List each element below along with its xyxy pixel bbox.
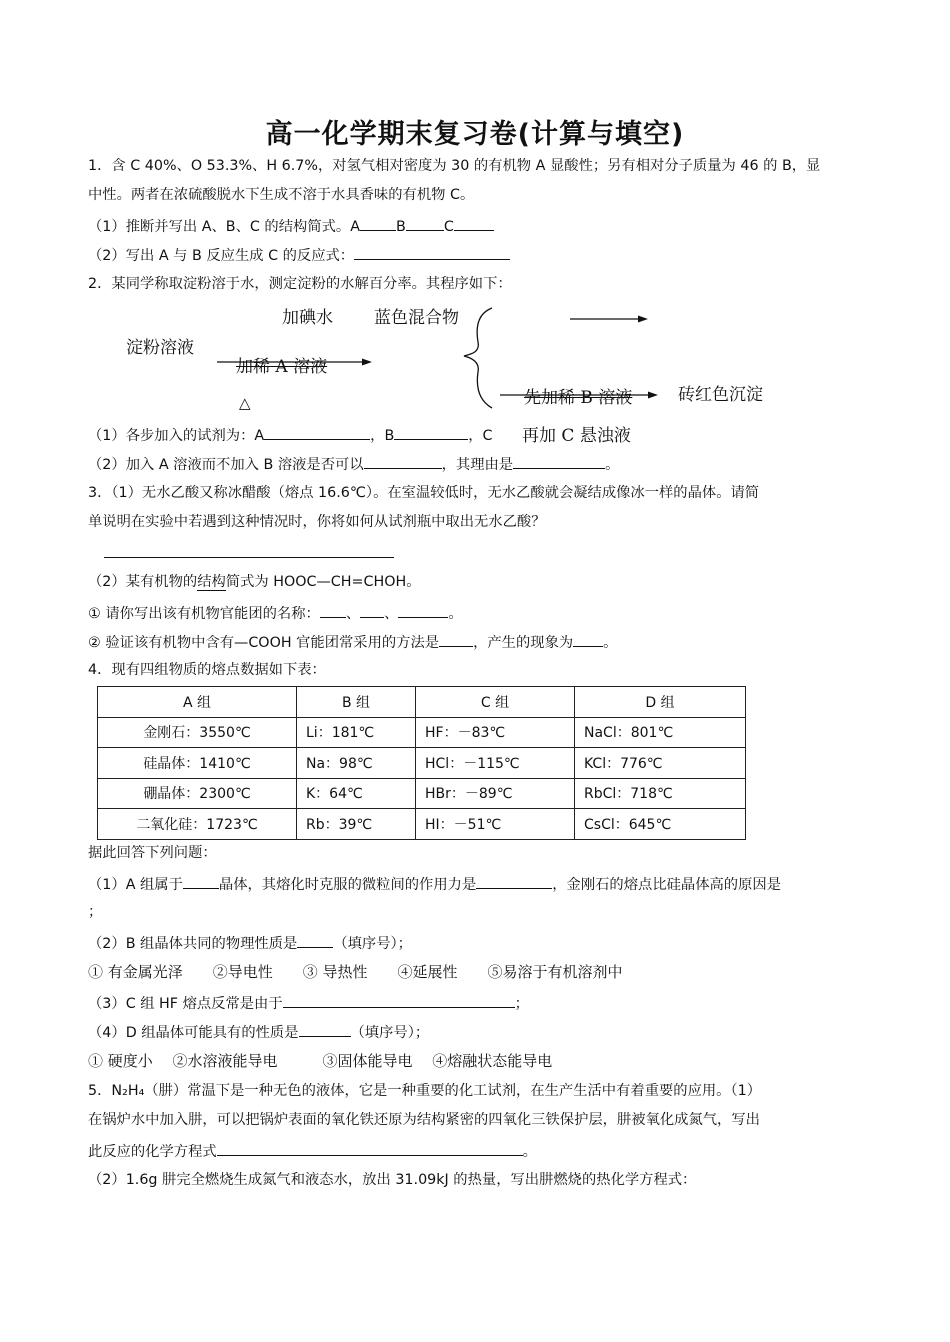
flow-reagent-b: 先加稀 B 溶液	[524, 388, 633, 408]
arrow-a-head	[362, 359, 372, 366]
table-cell: HBr：－89℃	[416, 778, 575, 809]
answer-blank-method[interactable]	[104, 557, 394, 558]
answer-blank-phenomenon[interactable]	[573, 631, 603, 647]
table-cell: Rb：39℃	[297, 809, 416, 840]
table-header: D 组	[575, 687, 746, 718]
q5-line1: 5．N₂H₄（肼）常温下是一种无色的液体，它是一种重要的化工试剂，在生产生活中有着重要的应用。（1）	[88, 1083, 762, 1099]
q1-sub1: （1）推断并写出 A、B、C 的结构简式。A B C	[88, 215, 868, 237]
answer-blank-group-3[interactable]	[398, 602, 448, 618]
flow-blue-mixture: 蓝色混合物	[374, 308, 459, 328]
table-cell: HI：－51℃	[416, 809, 575, 840]
q1-line2: 中性。两者在浓硫酸脱水下生成不溶于水具香味的有机物 C。	[88, 187, 475, 203]
melting-point-table	[97, 686, 746, 840]
q5-line3: 此反应的化学方程式 。	[88, 1140, 868, 1162]
table-cell: K：64℃	[297, 778, 416, 809]
q3-line2: 单说明在实验中若遇到这种情况时，你将如何从试剂瓶中取出无水乙酸？	[88, 514, 546, 530]
flow-arrows	[0, 0, 950, 460]
arrow-top-head	[638, 316, 648, 323]
q4-s1: （1）A 组属于 晶体，其熔化时克服的微粒间的作用力是 ，金刚石的熔点比硅晶体高的原因是	[88, 873, 868, 895]
answer-blank-group-1[interactable]	[320, 602, 346, 618]
q3-sub2: （2）某有机物的结构简式为 HOOC—CH=CHOH。	[88, 574, 421, 590]
table-header: A 组	[98, 687, 297, 718]
table-row	[98, 778, 746, 809]
table-cell: 金刚石：3550℃	[98, 717, 297, 748]
table-cell: CsCl：645℃	[575, 809, 746, 840]
table-row	[98, 809, 746, 840]
q4-s1-end: ；	[88, 904, 103, 920]
q4-s4-options: ① 硬度小 ②水溶液能导电 ③固体能导电 ④熔融状态能导电	[88, 1052, 553, 1070]
table-cell: Li：181℃	[297, 717, 416, 748]
answer-blank-reason[interactable]	[513, 453, 605, 469]
flow-heat: △	[239, 394, 251, 412]
flow-product: 砖红色沉淀	[678, 385, 763, 405]
q2-sub2: （2）加入 A 溶液而不加入 B 溶液是否可以 ，其理由是 。	[88, 453, 868, 475]
flow-reagent-a: 加稀 A 溶液	[236, 357, 328, 377]
page-title: 高一化学期末复习卷(计算与填空)	[265, 119, 685, 150]
answer-blank-d-property[interactable]	[299, 1021, 351, 1037]
arrow-bottom-head	[648, 392, 658, 399]
answer-blank-crystal-type[interactable]	[183, 873, 219, 889]
answer-blank-force[interactable]	[476, 873, 552, 889]
q4-s2: （2）B 组晶体共同的物理性质是 （填序号）；	[88, 932, 868, 954]
q4-after: 据此回答下列问题：	[88, 845, 217, 861]
table-row	[98, 748, 746, 779]
q3-item1: ① 请你写出该有机物官能团的名称： 、 、 。	[88, 602, 868, 624]
q5-line4: （2）1.6g 肼完全燃烧生成氮气和液态水，放出 31.09kJ 的热量，写出肼燃烧的热化学方程式：	[88, 1172, 697, 1188]
q2-sub1: （1）各步加入的试剂为：A ，B ，C	[88, 424, 508, 446]
answer-blank-reagent-a[interactable]	[264, 424, 370, 440]
table-header-row	[98, 687, 746, 718]
table-header: B 组	[297, 687, 416, 718]
q1-sub2: （2）写出 A 与 B 反应生成 C 的反应式：	[88, 244, 868, 266]
table-row	[98, 717, 746, 748]
q4-s4: （4）D 组晶体可能具有的性质是 （填序号）；	[88, 1021, 868, 1043]
table-cell: RbCl：718℃	[575, 778, 746, 809]
q3-item2: ② 验证该有机物中含有—COOH 官能团常采用的方法是 ，产生的现象为 。	[88, 631, 868, 653]
q3-line1: 3．（1）无水乙酸又称冰醋酸（熔点 16.6℃）。在室温较低时，无水乙酸就会凝结成像冰一样的晶体。请简	[88, 485, 760, 501]
answer-blank-hf-reason[interactable]	[283, 992, 515, 1008]
answer-blank-group-2[interactable]	[360, 602, 384, 618]
flow-start: 淀粉溶液	[126, 338, 194, 358]
answer-blank-whether[interactable]	[364, 453, 442, 469]
q2-intro: 2．某同学称取淀粉溶于水，测定淀粉的水解百分率。其程序如下：	[88, 276, 512, 292]
q4-intro: 4．现有四组物质的熔点数据如下表：	[88, 662, 326, 678]
table-cell: 硼晶体：2300℃	[98, 778, 297, 809]
table-cell: HF：－83℃	[416, 717, 575, 748]
table-header: C 组	[416, 687, 575, 718]
answer-blank-reagent-b[interactable]	[394, 424, 468, 440]
answer-blank-b-property[interactable]	[297, 932, 333, 948]
table-cell: Na：98℃	[297, 748, 416, 779]
table-cell: HCl：－115℃	[416, 748, 575, 779]
q5-line2: 在锅炉水中加入肼，可以把锅炉表面的氧化铁还原为结构紧密的四氧化三铁保护层，肼被氧化成氮气，写出	[88, 1112, 760, 1128]
q4-s3: （3）C 组 HF 熔点反常是由于 ；	[88, 992, 868, 1014]
flow-reagent-c: 再加 C 悬浊液	[522, 421, 633, 446]
answer-blank-equation[interactable]	[217, 1140, 523, 1156]
table-cell: 硅晶体：1410℃	[98, 748, 297, 779]
table-cell: 二氧化硅：1723℃	[98, 809, 297, 840]
q4-s2-options: ① 有金属光泽 ②导电性 ③ 导热性 ④延展性 ⑤易溶于有机溶剂中	[88, 963, 623, 981]
table-cell: NaCl：801℃	[575, 717, 746, 748]
flow-brace	[464, 308, 492, 408]
table-cell: KCl：776℃	[575, 748, 746, 779]
answer-blank-method-cooh[interactable]	[439, 631, 473, 647]
flow-iodine: 加碘水	[282, 308, 333, 328]
q1-line1: 1．含 C 40%、O 53.3%、H 6.7%，对氢气相对密度为 30 的有机物 A 显酸性；另有相对分子质量为 46 的 B，显	[88, 158, 821, 174]
